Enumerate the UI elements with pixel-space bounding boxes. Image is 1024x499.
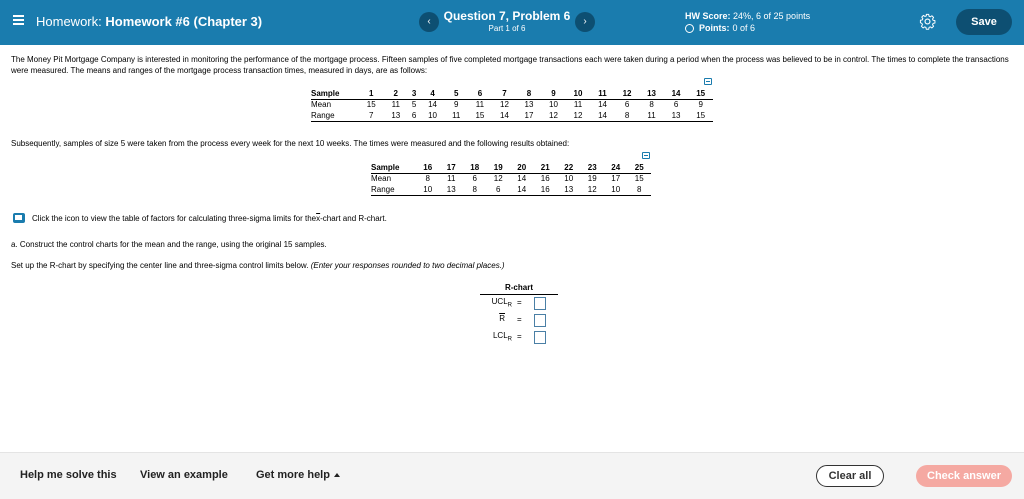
table-cell: 11 [573,100,583,110]
ucl-subscript: R [507,302,512,309]
table-header-cell: 23 [581,162,605,173]
get-more-help-label: Get more help [256,469,330,481]
table-cell: 10 [564,174,574,184]
subsequent-text: Subsequently, samples of size 5 were taken from the process every week for the next 10 weeks. The times were measured and the following results obtained: [11,139,570,148]
table-header-cell: 24 [604,162,628,173]
caret-up-icon [334,473,340,477]
table-cell: 12 [566,110,591,121]
table-cell: 14 [517,174,527,184]
table-header-cell: Sample [371,162,416,173]
table-row-label: Range [371,184,416,195]
table-cell: 16 [540,174,550,184]
previous-question-button[interactable]: ‹ [419,12,439,32]
table-cell: 19 [587,174,597,184]
table-cell: 13 [440,184,464,195]
table-header-cell: 2 [384,88,409,99]
table-header-row [371,162,651,173]
problem-intro: The Money Pit Mortgage Company is interested in monitoring the performance of the mortgage process. Fifteen samples of five completed mortgage transactions each were taken during a period when the process was believed to be in control. The times to complete the transactions were measured. The means and ranges of the mortgage process transaction times, measured in days, are as follows: [11,55,1009,75]
part-a-instruction: a. Construct the control charts for the mean and the range, using the original 15 samples. [11,240,327,249]
table-cell: 17 [517,110,542,121]
xbar-symbol: $\overline{x}$ [316,213,321,223]
table-cell: 14 [428,100,437,110]
table-cell: 12 [581,184,605,195]
table-cell: 12 [500,100,509,110]
equals-sign: = [517,315,522,324]
setup-instruction [11,261,505,270]
table-cell: 14 [510,184,534,195]
table-cell: 10 [549,100,558,110]
table-header-cell: 16 [416,162,440,173]
table-header-cell: 19 [487,162,511,173]
table-row [311,99,713,110]
table-cell: 8 [628,184,652,195]
table-cell: 9 [454,100,459,110]
next-question-button[interactable]: › [575,12,595,32]
table-cell: 16 [534,184,558,195]
lcl-subscript: R [507,336,512,343]
table-header-cell: 9 [541,88,566,99]
r-chart-answer-table [480,283,558,295]
table-cell: 11 [475,100,485,110]
lcl-label: LCL [492,331,508,340]
check-answer-button[interactable]: Check answer [916,465,1012,487]
view-example-button[interactable]: View an example [140,469,228,481]
table-cell: 13 [524,100,534,110]
get-more-help-button[interactable] [256,469,340,481]
homework-title [36,14,262,29]
table-header-row [311,88,713,99]
question-part: Part 1 of 6 [488,24,526,33]
original-samples-table [311,88,713,122]
table-cell: 17 [611,174,621,184]
table-cell: 8 [615,110,640,121]
table-cell: 6 [624,100,630,110]
table-header-cell: 4 [420,88,445,99]
table-cell: 14 [590,110,615,121]
table-header-cell: 15 [688,88,713,99]
table-header-cell: 14 [664,88,689,99]
table-cell: 8 [425,174,430,184]
table-cell: 13 [384,110,409,121]
table-row-label: Mean [371,174,392,184]
factors-link-text-b: -chart and R-chart. [320,213,387,223]
table-row-label: Mean [311,100,332,110]
table-header-cell: 22 [557,162,581,173]
table-cell: 15 [366,100,376,110]
table-cell: 11 [391,100,400,110]
table-row [311,110,713,121]
table-header-cell: 13 [639,88,664,99]
ucl-r-input[interactable] [534,297,546,310]
table-header-cell: Sample [311,88,359,99]
bottom-toolbar [0,452,1024,499]
lcl-row-label [480,331,512,343]
table-header-cell: 10 [566,88,591,99]
table-cell: 6 [408,110,420,121]
table-cell: 10 [420,110,445,121]
table-cell: 15 [468,110,493,121]
copy-table-icon[interactable] [642,152,650,159]
table-cell: 10 [604,184,628,195]
table-header-cell: 7 [492,88,517,99]
table-row [371,184,651,195]
table-cell: 5 [411,100,417,110]
factors-table-icon[interactable] [13,213,25,223]
table-cell: 8 [649,100,654,110]
equals-sign: = [517,298,522,307]
table-header-cell: 17 [440,162,464,173]
hw-score [685,11,810,21]
center-row-label [480,314,505,326]
question-title: Question 7, Problem 6 [443,9,571,23]
r-chart-title: R-chart [480,283,558,295]
equals-sign: = [517,332,522,341]
table-header-cell: 12 [615,88,640,99]
table-cell: 7 [359,110,384,121]
lcl-r-input[interactable] [534,331,546,344]
hw-score-label: HW Score: [685,11,731,21]
table-cell: 11 [447,174,456,184]
table-cell: 11 [445,110,468,121]
center-line-r-input[interactable] [534,314,546,327]
factors-table-link[interactable] [13,213,387,223]
table-header-cell: 6 [468,88,493,99]
table-row-label: Range [311,110,359,121]
table-cell: 6 [673,100,679,110]
rbar-label: $\overline{R}$ [499,314,505,323]
table-header-cell: 20 [510,162,534,173]
table-row [371,173,651,184]
table-header-cell: 18 [463,162,487,173]
help-me-solve-button[interactable]: Help me solve this [20,469,117,481]
ucl-label: UCL [491,297,508,306]
menu-icon[interactable] [13,15,24,26]
table-cell: 12 [493,174,503,184]
table-cell: 12 [541,110,566,121]
copy-table-icon[interactable] [704,78,712,85]
table-cell: 13 [557,184,581,195]
points-value: 0 of 6 [732,23,756,33]
homework-prefix: Homework: [36,14,106,29]
homework-name: Homework #6 (Chapter 3) [105,14,263,29]
table-cell: 14 [598,100,607,110]
table-header-cell: 8 [517,88,542,99]
table-header-cell: 11 [590,88,615,99]
factors-link-text-a: Click the icon to view the table of factors for calculating three-sigma limits for the [32,213,317,223]
table-cell: 6 [472,174,477,184]
settings-gear-icon[interactable] [919,13,936,30]
save-button[interactable]: Save [956,9,1012,35]
table-cell: 9 [698,100,703,110]
top-header [0,0,1024,45]
table-cell: 11 [639,110,664,121]
table-cell: 14 [492,110,517,121]
points-status [685,23,755,33]
setup-text: Set up the R-chart by specifying the center line and three-sigma control limits below. [11,261,311,270]
points-circle-icon [685,24,694,33]
table-header-cell: 3 [408,88,420,99]
table-cell: 15 [634,174,644,184]
table-header-cell: 21 [534,162,558,173]
clear-all-button[interactable]: Clear all [816,465,884,487]
table-cell: 15 [688,110,713,121]
table-cell: 13 [664,110,689,121]
rounding-note: (Enter your responses rounded to two decimal places.) [310,261,505,270]
table-header-cell: 5 [445,88,468,99]
ucl-row-label [480,297,512,309]
points-label: Points: [699,23,730,33]
table-header-cell: 1 [359,88,384,99]
hw-score-value: 24%, 6 of 25 points [730,11,811,21]
subsequent-samples-table [371,162,651,196]
table-cell: 8 [463,184,487,195]
table-cell: 6 [487,184,511,195]
table-cell: 10 [416,184,440,195]
table-header-cell: 25 [628,162,652,173]
